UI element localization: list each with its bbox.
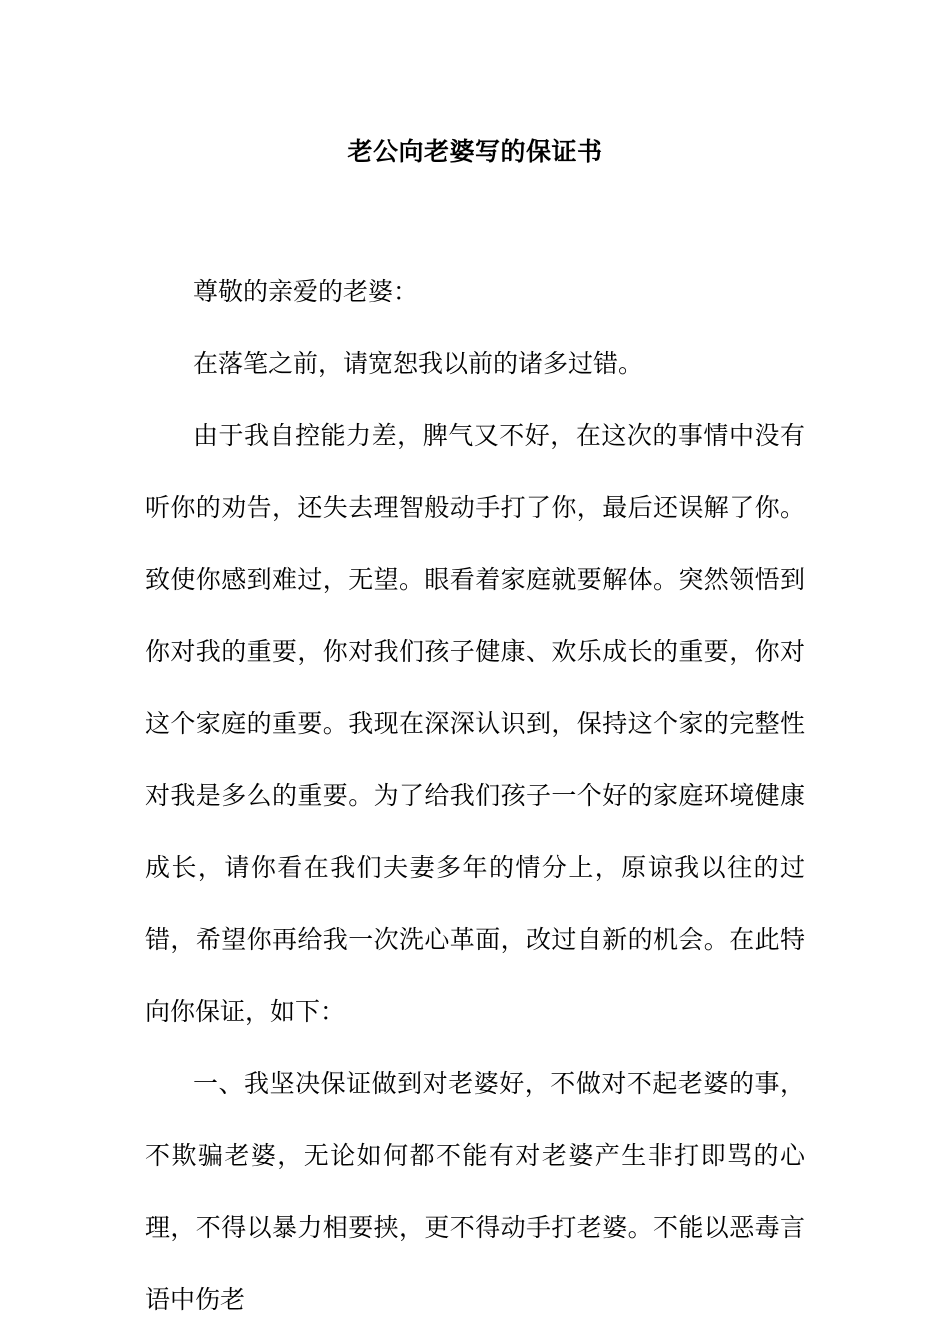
paragraph-explanation: 由于我自控能力差，脾气又不好，在这次的事情中没有听你的劝告，还失去理智般动手打了你，最后还误解了你。致使你感到难过，无望。眼看着家庭就要解体。突然领悟到你对我的重要，你对我们孩子健康、欢乐成长的重要，你对这个家庭的重要。我现在深深认识到，保持这个家的完整性对我是多么的重要。为了给我们孩子一个好的家庭环境健康成长，请你看在我们夫妻多年的情分上，原谅我以往的过错，希望你再给我一次洗心革面，改过自新的机会。在此特向你保证，如下： — [145, 421, 805, 1026]
paragraph-pledge-1: 一、我坚决保证做到对老婆好，不做对不起老婆的事，不欺骗老婆，无论如何都不能有对老婆产生非打即骂的心理，不得以暴力相要挟，更不得动手打老婆。不能以恶毒言语中伤老 — [145, 1069, 805, 1314]
salutation: 尊敬的亲爱的老婆： — [193, 277, 419, 306]
paragraph-apology: 在落笔之前，请宽恕我以前的诸多过错。 — [193, 349, 644, 378]
document-title: 老公向老婆写的保证书 — [347, 137, 603, 166]
document-body — [145, 256, 805, 1336]
